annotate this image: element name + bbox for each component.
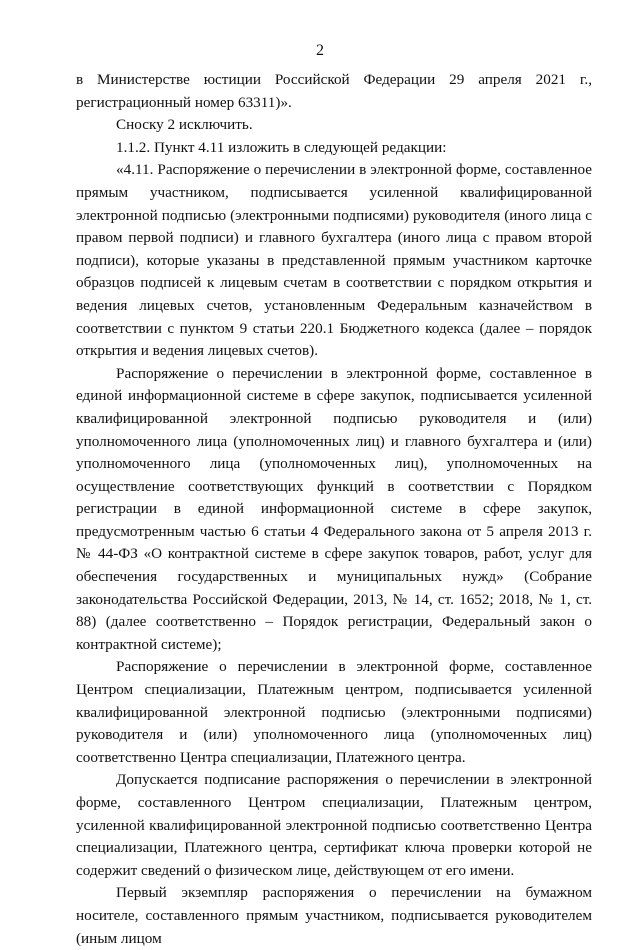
paragraph-1: в Министерстве юстиции Российской Федерации 29 апреля 2021 г., регистрационный номер 63311)». [76,71,592,111]
paragraph-7: Допускается подписание распоряжения о перечислении в электронной форме, составленного Центром специализации, Платежным центром, усиленной квалифицированной электронной подписью соответственно Центра специализации, Платежного центра, сертификат ключа проверки которой не содержит сведений о физическом лице, действующем от его имени. [76,771,592,879]
paragraph-4: «4.11. Распоряжение о перечислении в электронной форме, составленное прямым участником, подписывается усиленной квалифицированной электронной подписью (электронными подписями) руководителя (иного лица с правом первой подписи) и главного бухгалтера (иного лица с правом второй подписи), которые указаны в представленной прямым участником карточке образцов подписей к лицевым счетам в соответствии с порядком открытия и ведения лицевых счетов, установленным Федеральным казначейством в соответствии с пунктом 9 статьи 220.1 Бюджетного кодекса (далее – порядок открытия и ведения лицевых счетов). [76,161,592,360]
paragraph-5: Распоряжение о перечислении в электронной форме, составленное в единой информационной системе в сфере закупок, подписывается усиленной квалифицированной электронной подписью руководителя и (или) уполномоченного лица (уполномоченных лиц) и главного бухгалтера и (или) уполномоченного лица (уполномоченных лиц), уполномоченных на осуществление соответствующих функций в соответствии с Порядком регистрации в единой информационной системе в сфере закупок, предусмотренным частью 6 статьи 4 Федерального закона от 5 апреля 2013 г. № 44-ФЗ «О контрактной системе в сфере закупок товаров, работ, услуг для обеспечения государственных и муниципальных нужд» (Собрание законодательства Российской Федерации, 2013, № 14, ст. 1652; 2018, № 1, ст. 88) (далее соответственно – Порядок регистрации, Федеральный закон о контрактной системе); [76,364,592,653]
paragraph-3: 1.1.2. Пункт 4.11 изложить в следующей редакции: [116,138,447,156]
paragraph-8: Первый экземпляр распоряжения о перечислении на бумажном носителе, составленного прямым участником, подписывается руководителем (иным лицом [76,884,592,947]
page-number: 2 [316,42,324,59]
paragraph-6: Распоряжение о перечислении в электронной форме, составленное Центром специализации, Платежным центром, подписывается усиленной квалифицированной электронной подписью (электронными подписями) руководителя и (или) уполномоченного лица (уполномоченных лиц) соответственно Центра специализации, Платежного центра. [76,658,592,766]
paragraph-2: Сноску 2 исключить. [116,116,253,134]
document-body [76,69,592,950]
